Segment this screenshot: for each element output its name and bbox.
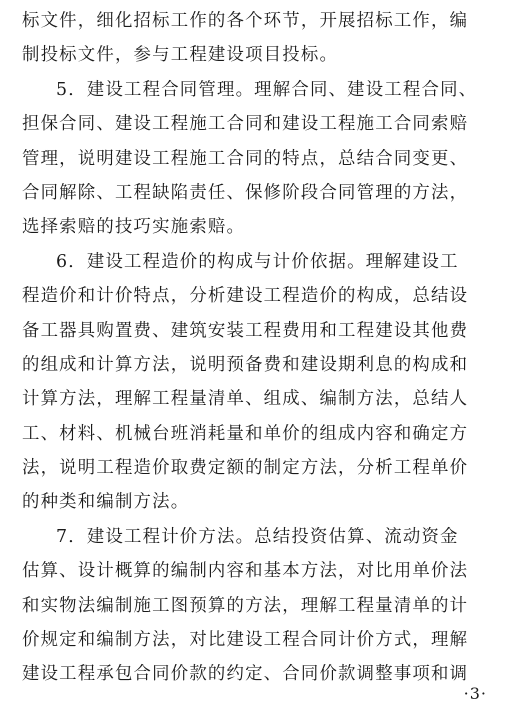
text-line: 法，说明工程造价取费定额的制定方法，分析工程单价 (22, 458, 469, 479)
text-line: 计算方法，理解工程量清单、组成、编制方法，总结人 (22, 389, 469, 410)
section-heading-line: 5．建设工程合同管理。理解合同、建设工程合同、 (56, 79, 478, 100)
section-heading-line: 6．建设工程造价的构成与计价依据。理解建设工 (56, 251, 459, 272)
text-line: 担保合同、建设工程施工合同和建设工程施工合同索赔 (22, 114, 469, 135)
text-line: 工、材料、机械台班消耗量和单价的组成内容和确定方 (22, 423, 469, 444)
text-line: 合同解除、工程缺陷责任、保修阶段合同管理的方法， (22, 182, 469, 203)
text-line: 制投标文件，参与工程建设项目投标。 (22, 45, 339, 66)
text-line: 选择索赔的技巧实施索赔。 (22, 217, 246, 238)
text-line: 估算、设计概算的编制内容和基本方法，对比用单价法 (22, 561, 469, 582)
text-line: 价规定和编制方法，对比建设工程合同计价方式，理解 (22, 630, 469, 651)
page-number: ·3· (463, 684, 487, 703)
section-heading-line: 7．建设工程计价方法。总结投资估算、流动资金 (56, 526, 459, 547)
text-line: 程造价和计价特点，分析建设工程造价的构成，总结设 (22, 286, 469, 307)
text-line: 备工器具购置费、建筑安装工程费用和工程建设其他费 (22, 320, 469, 341)
text-line: 的组成和计算方法，说明预备费和建设期利息的构成和 (22, 354, 469, 375)
text-line: 的种类和编制方法。 (22, 492, 190, 513)
text-line: 建设工程承包合同价款的约定、合同价款调整事项和调 (22, 664, 469, 685)
text-line: 和实物法编制施工图预算的方法，理解工程量清单的计 (22, 595, 469, 616)
text-line: 标文件，细化招标工作的各个环节，开展招标工作，编 (22, 11, 469, 31)
text-line: 管理，说明建设工程施工合同的特点，总结合同变更、 (22, 148, 469, 169)
